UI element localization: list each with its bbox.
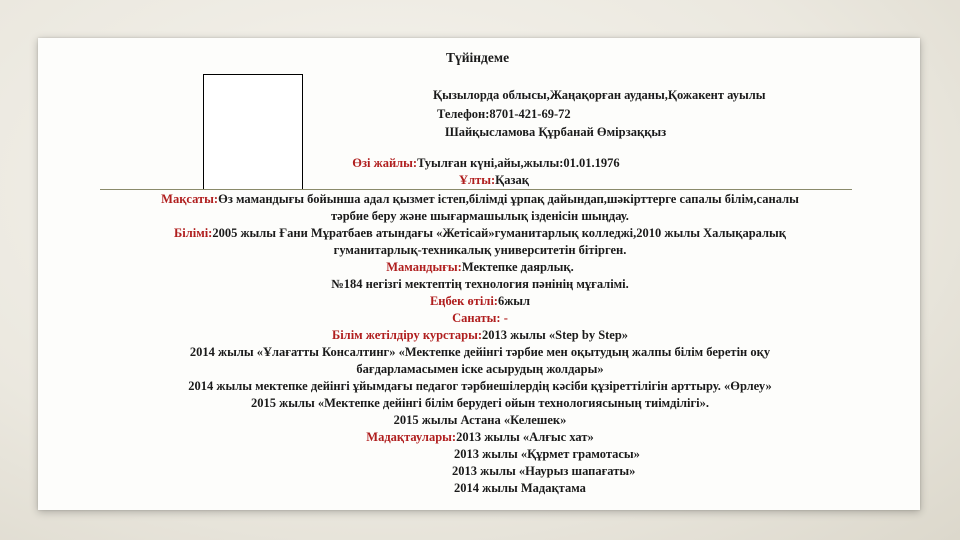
category-label: Санаты: [452,311,501,325]
experience-line [0,294,960,309]
category-value: - [503,311,508,325]
courses-value: 2013 жылы «Step by Step» [482,328,629,342]
experience-value: 6жыл [497,294,531,308]
phone-line: Телефон:8701-421-69-72 [437,107,571,121]
awards-value: 2013 жылы «Алғыс хат» [456,430,594,444]
personal-value: Туылған күні,айы,жылы:01.01.1976 [417,156,620,170]
name-line: Шайқысламова Құрбанай Өмірзаққыз [445,125,667,139]
education-value-1: 2005 жылы Ғани Мұратбаев атындағы «Жетісай»гуманитарлық колледжі,2010 жылы Халықаралық [212,226,787,240]
award-4-line: 2014 жылы Мадақтама [454,481,586,495]
goal-line-1 [0,192,960,207]
specialty-line [0,260,960,275]
divider-line [100,189,852,190]
award-3-line: 2013 жылы «Наурыз шапағаты» [452,464,636,478]
specialty-label: Мамандығы: [386,260,462,274]
awards-label: Мадақтаулары: [366,430,457,444]
goal-label: Мақсаты: [161,192,219,206]
goal-value-1: Өз мамандығы бойынша адал қызмет істеп,білімді ұрпақ дайындап,шәкірттерге сапалы білім,саналы [218,192,799,206]
personal-line [0,156,960,171]
courses-label: Білім жетілдіру курстары: [331,328,483,342]
course-2b-line: бағдарламасымен іске асырудың жолдары» [356,362,604,376]
address-line: Қызылорда облысы,Жаңақорған ауданы,Қожакент ауылы [433,88,766,102]
page-title: Түйіндеме [446,50,510,65]
awards-line [0,430,960,445]
course-2-line: 2014 жылы «Ұлағатты Консалтинг» «Мектепке дейінгі тәрбие мен оқытудың жалпы білім беретін оқу [189,345,771,359]
course-3-line: 2014 жылы мектепке дейінгі ұйымдағы педагог тәрбиешілердің кәсіби құзіреттілігін арттыру. «Өрлеу» [188,379,772,393]
experience-label: Еңбек өтілі: [429,294,498,308]
course-5-line: 2015 жылы Астана «Келешек» [393,413,567,427]
specialty-value: Мектепке даярлық. [461,260,574,274]
nationality-line [0,173,960,188]
award-2-line: 2013 жылы «Құрмет грамотасы» [454,447,640,461]
education-label: Білімі: [173,226,213,240]
nationality-value: Қазақ [495,173,529,187]
position-line: №184 негізгі мектептің технология пәнінің мұғалімі. [331,277,629,291]
category-line [0,311,960,326]
courses-line [0,328,960,343]
nationality-label: Ұлты: [459,173,496,187]
goal-line-2: тәрбие беру және шығармашылық ізденісін шыңдау. [331,209,629,223]
personal-label: Өзі жайлы: [352,156,418,170]
course-4-line: 2015 жылы «Мектепке дейінгі білім берудегі ойын технологиясының тиімділігі». [251,396,709,410]
education-line-2: гуманитарлық-техникалық университетін бітірген. [333,243,627,257]
education-line-1 [0,226,960,241]
